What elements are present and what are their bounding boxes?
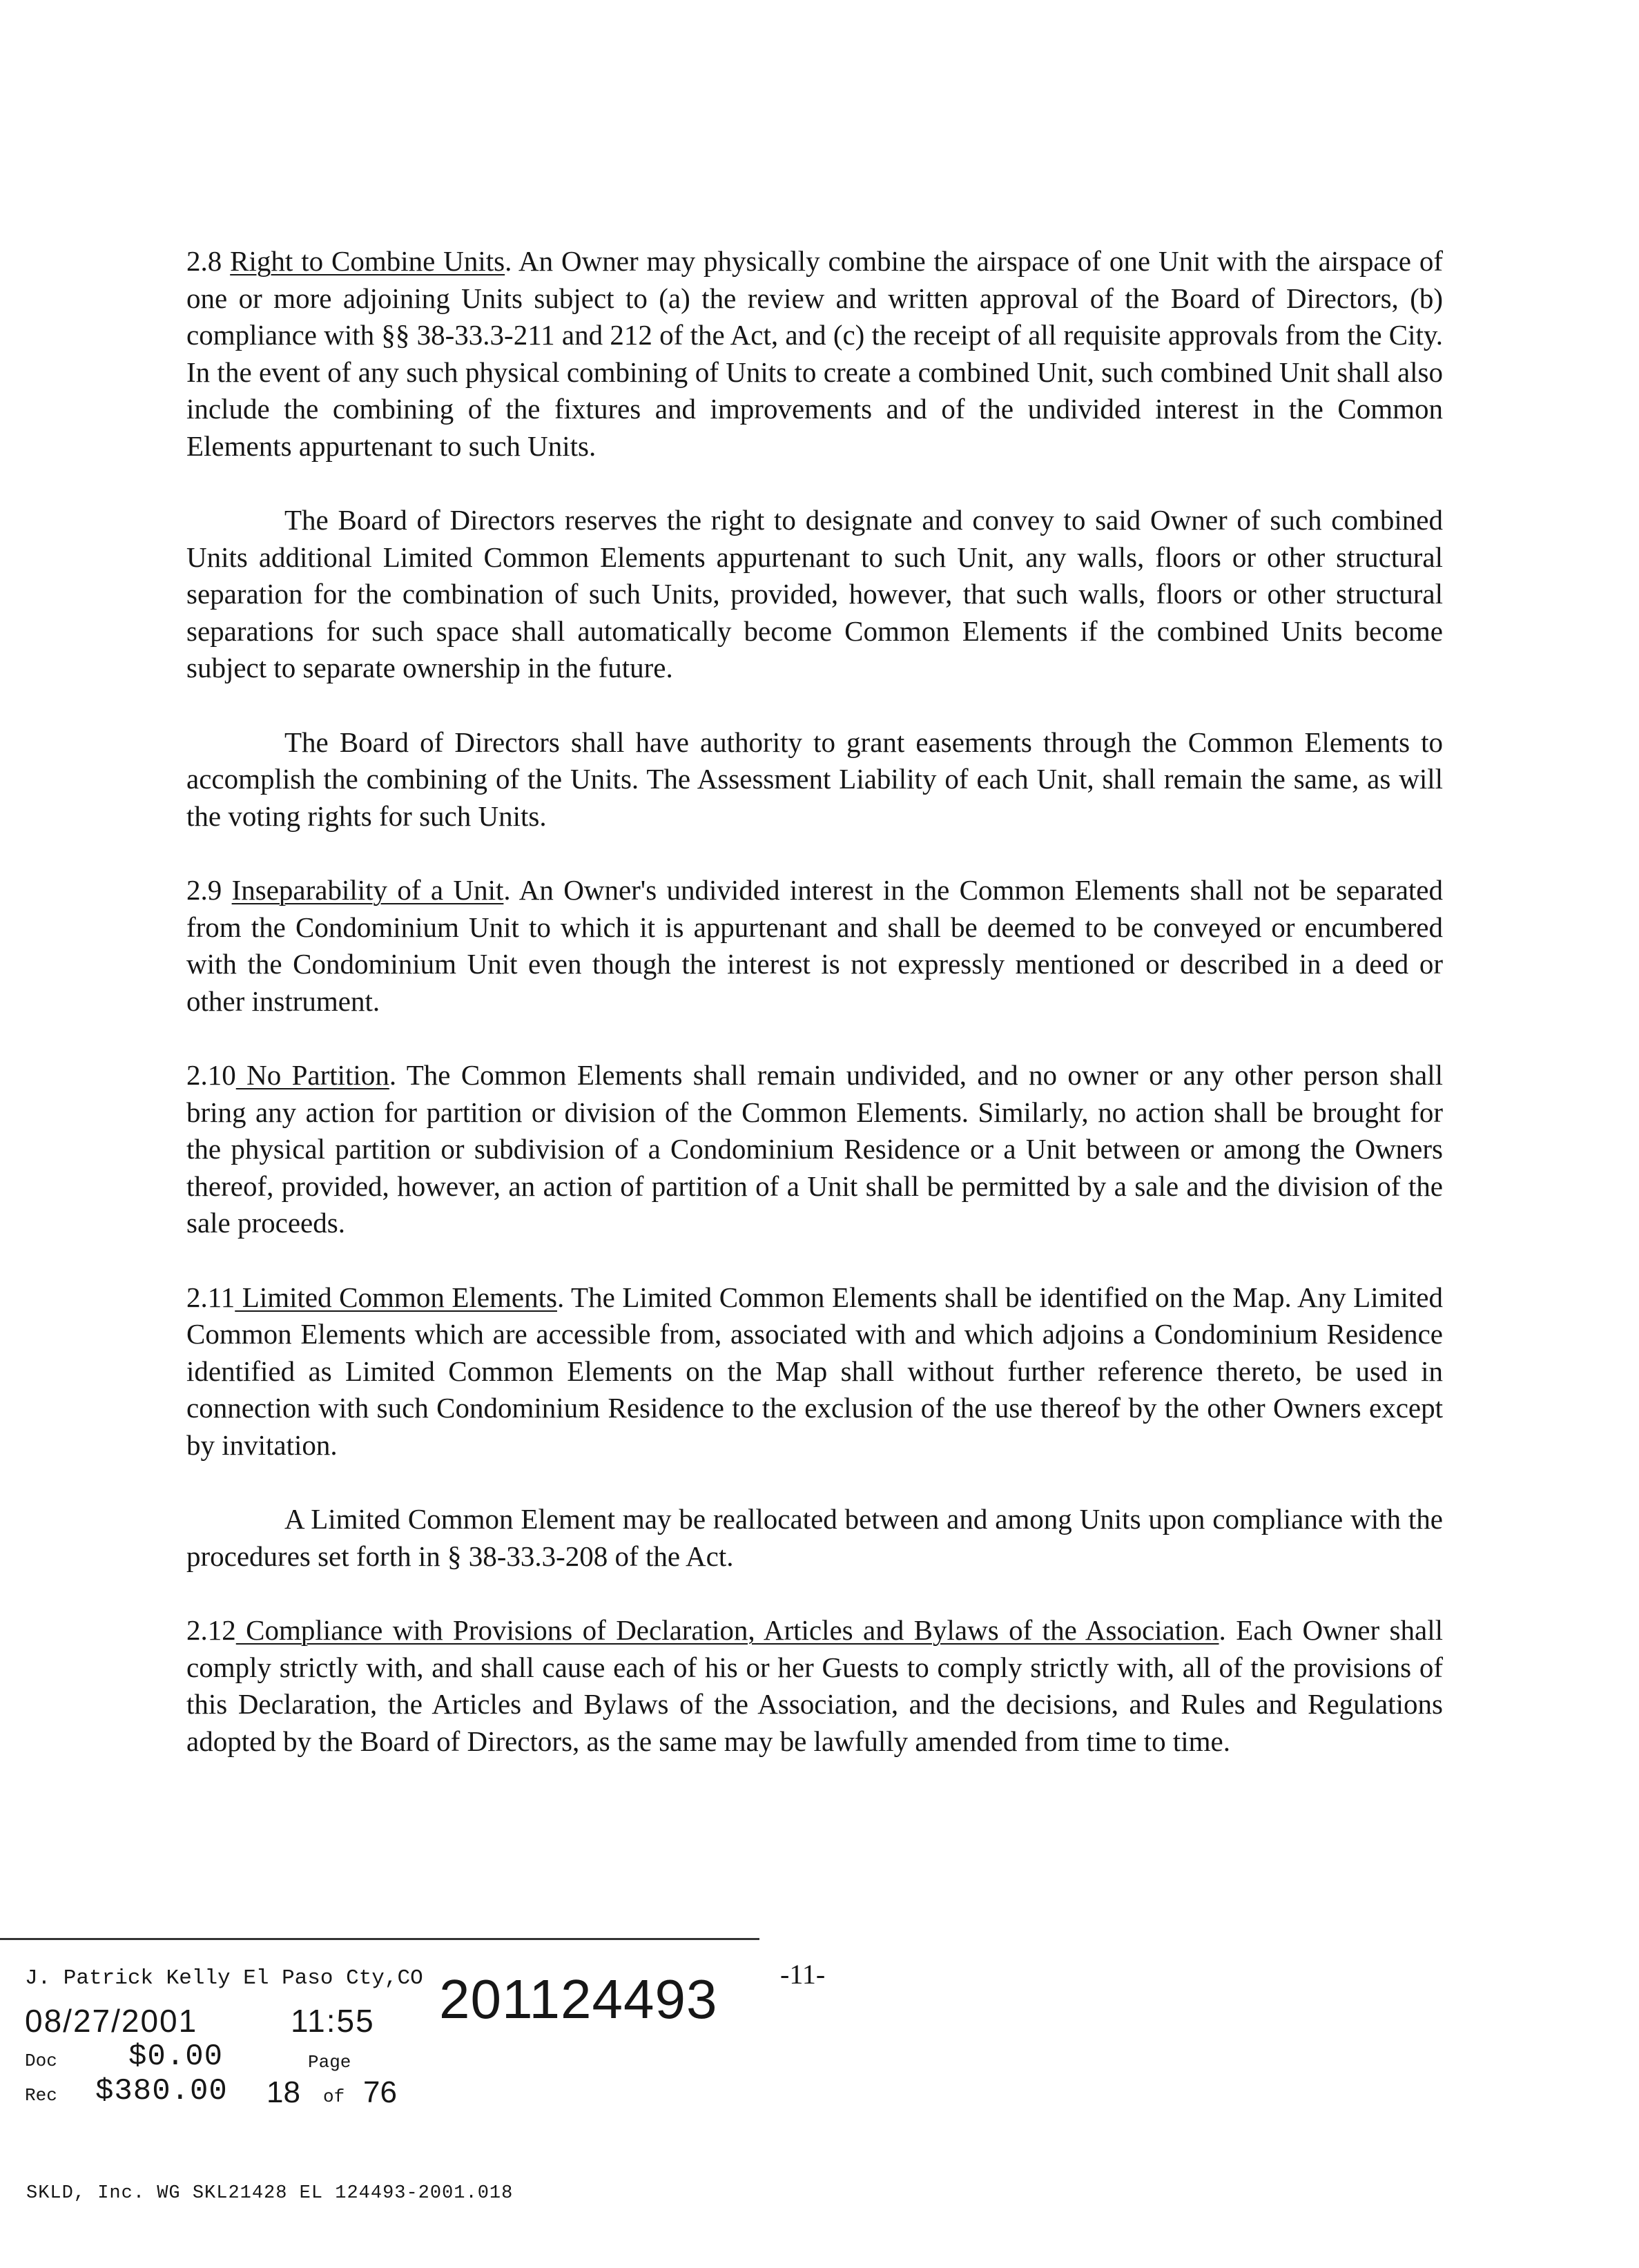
section-heading: Inseparability of a Unit: [231, 874, 504, 906]
rec-fee-label: Rec: [25, 2085, 57, 2106]
declaration-body: [186, 243, 1443, 1797]
stamp-time: 11:55: [291, 2003, 375, 2039]
section-2-8-paragraph-2: The Board of Directors reserves the right to designate and convey to said Owner of such combined Units additional Limited Common Elements appurtenant to such Unit, any walls, floors or other structural separation for the combination of such Units, provided, however, that such walls, floors or other structural separations for such space shall automatically become Common Elements if the combined Units become subject to separate ownership in the future.: [186, 504, 1443, 684]
section-text: . An Owner may physically combine the airspace of one Unit with the airspace of one or more adjoining Units subject to (a) the review and written approval of the Board of Directors, (b) compliance with §§ 38-33.3-211 and 212 of the Act, and (c) the receipt of all requisite approvals from the City. In the event of any such physical combining of Units to create a combined Unit, such combined Unit shall also include the combining of the fixtures and improvements and of the undivided interest in the Common Elements appurtenant to such Units.: [186, 245, 1443, 462]
section-2-10: [186, 1057, 1443, 1242]
section-text: . Each Owner shall comply strictly with, and shall cause each of his or her Guests to comply strictly with, all of the provisions of this Declaration, the Articles and Bylaws of the Association, and the decisions, and Rules and Regulations adopted by the Board of Directors, as the same may be lawfully amended from time to time.: [186, 1614, 1443, 1757]
section-number: 2.9: [186, 874, 232, 906]
section-2-9: [186, 872, 1443, 1020]
section-number: 2.10: [186, 1059, 236, 1091]
page-number: -11-: [780, 1959, 826, 1990]
section-2-8: [186, 243, 1443, 465]
section-2-8-paragraph-3: The Board of Directors shall have authority to grant easements through the Common Elements to accomplish the combining of the Units. The Assessment Liability of each Unit, shall remain the same, as will the voting rights for such Units.: [186, 726, 1443, 832]
section-number: 2.8: [186, 245, 231, 277]
page-label: Page: [308, 2052, 351, 2073]
stamp-recorder: J. Patrick Kelly: [25, 1966, 231, 1990]
stamp-county: El Paso Cty,CO: [243, 1966, 423, 1990]
page-current: 18: [266, 2075, 300, 2109]
doc-fee-label: Doc: [25, 2051, 57, 2071]
reception-number: 201124493: [439, 1968, 718, 2030]
section-text: . An Owner's undivided interest in the Common Elements shall not be separated from the Condominium Unit to which it is appurtenant and shall be deemed to be conveyed or encumbered with the Condominium Unit even though the interest is not expressly mentioned or described in a deed or other instrument.: [186, 874, 1443, 1017]
stamp-divider: [0, 1938, 759, 1940]
section-heading: Limited Common Elements: [235, 1281, 557, 1313]
section-heading: Right to Combine Units: [230, 245, 505, 277]
section-heading: Compliance with Provisions of Declaration, Articles and Bylaws of the Association: [235, 1614, 1219, 1646]
recording-stamp: [25, 1954, 784, 2113]
stamp-recorder-line: [25, 1966, 423, 1990]
section-number: 2.11: [186, 1281, 235, 1313]
doc-fee-amount: $0.00: [128, 2039, 224, 2074]
section-heading: No Partition: [235, 1059, 389, 1091]
stamp-date: 08/27/2001: [25, 2003, 198, 2039]
section-text: . The Common Elements shall remain undivided, and no owner or any other person shall bring any action for partition or division of the Common Elements. Similarly, no action shall be brought for the physical partition or subdivision of a Condominium Residence or a Unit between or among the Owners thereof, provided, however, an action of partition of a Unit shall be permitted by a sale and the division of the sale proceeds.: [186, 1059, 1443, 1239]
section-number: 2.12: [186, 1614, 236, 1646]
section-2-11: [186, 1279, 1443, 1464]
page-total: 76: [363, 2075, 397, 2109]
section-text: . The Limited Common Elements shall be identified on the Map. Any Limited Common Elements which are accessible from, associated with and which adjoins a Condominium Residence identified as Limited Common Elements on the Map shall without further reference thereto, be used in connection with such Condominium Residence to the exclusion of the use thereof by the other Owners except by invitation.: [186, 1281, 1443, 1461]
page-of: of: [323, 2086, 345, 2107]
footer-reference: SKLD, Inc. WG SKL21428 EL 124493-2001.018: [26, 2183, 514, 2204]
section-2-12: [186, 1612, 1443, 1760]
section-2-11-paragraph-2: A Limited Common Element may be reallocated between and among Units upon compliance with the procedures set forth in § 38-33.3-208 of the Act.: [186, 1503, 1443, 1572]
rec-fee-amount: $380.00: [95, 2074, 228, 2109]
